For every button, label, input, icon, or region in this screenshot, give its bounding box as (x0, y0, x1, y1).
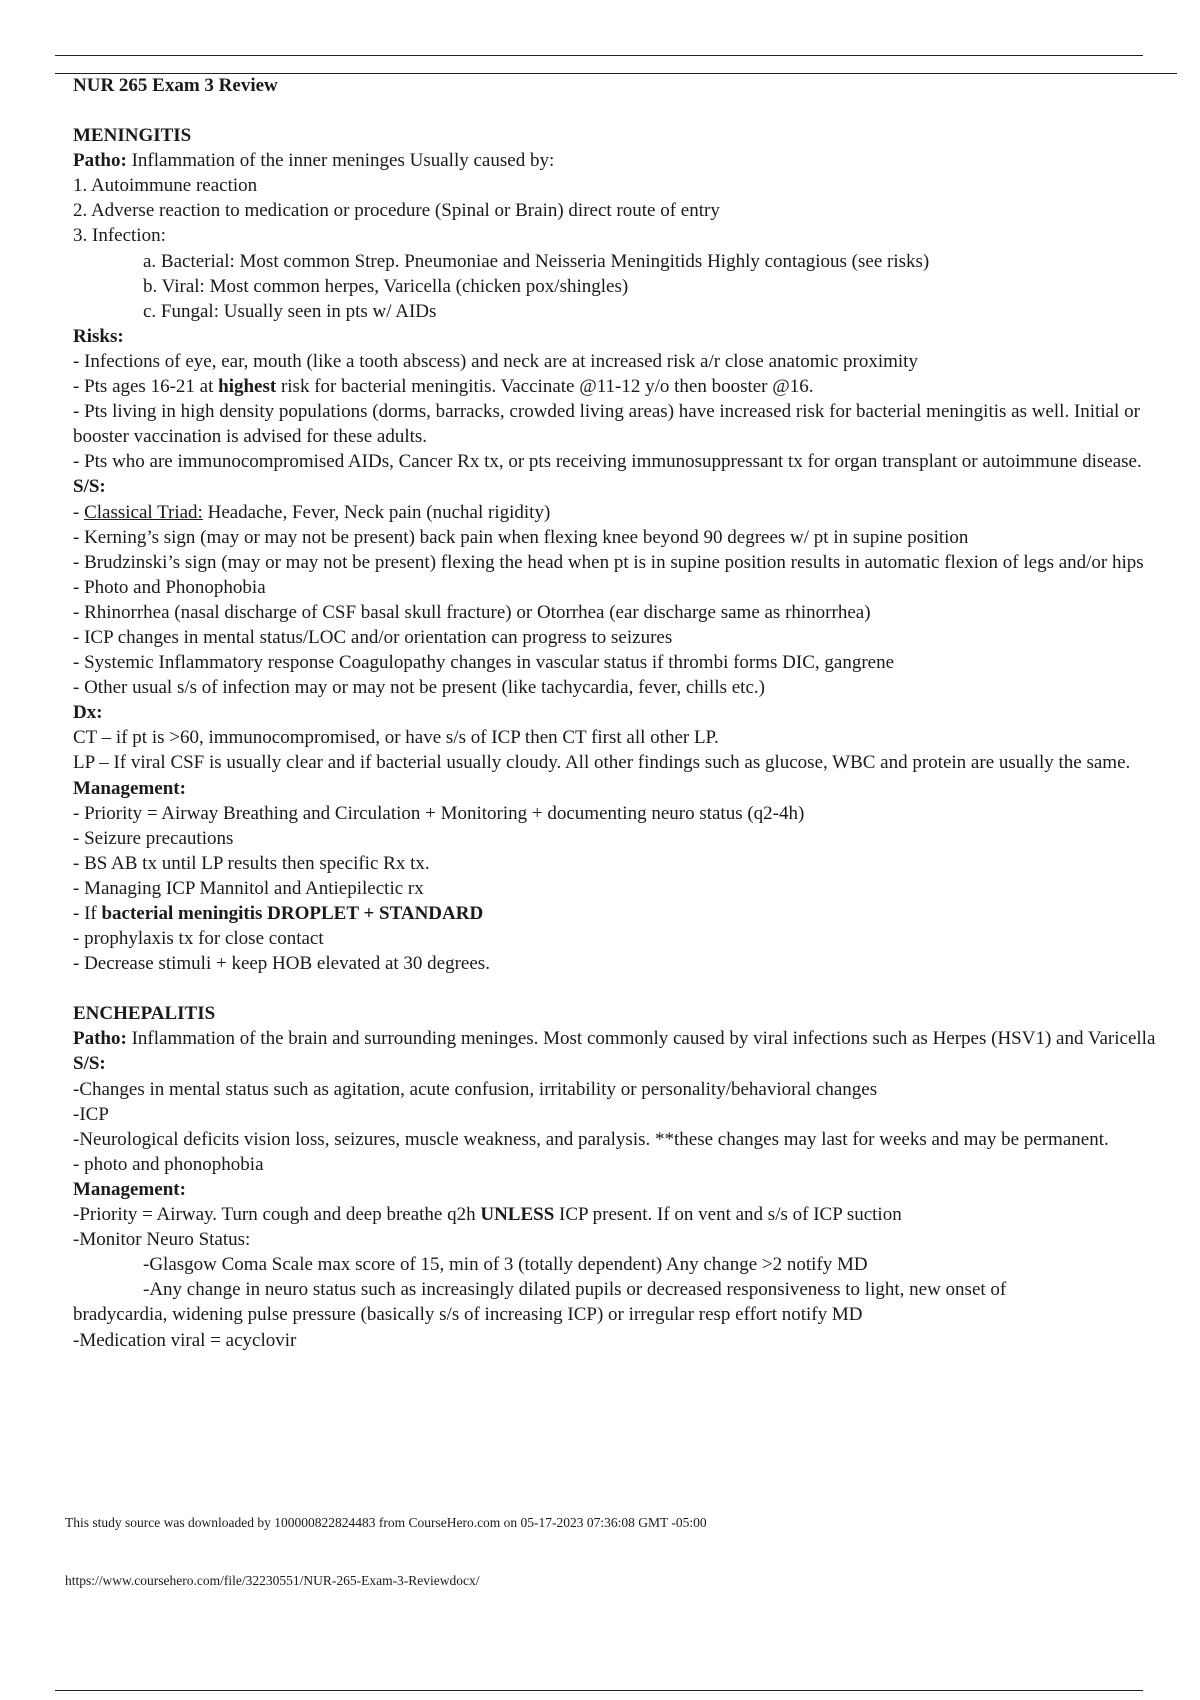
infection-type-item: c. Fungal: Usually seen in pts w/ AIDs (143, 300, 437, 322)
meningitis-heading: MENINGITIS (73, 125, 192, 147)
document-title: NUR 265 Exam 3 Review (73, 75, 278, 96)
management-item: - Managing ICP Mannitol and Antiepilectic rx (73, 877, 424, 899)
infection-type-item: a. Bacterial: Most common Strep. Pneumoniae and Neisseria Meningitids Highly contagious (see risks) (143, 250, 930, 272)
management-text: -Priority = Airway. Turn cough and deep breathe q2h (73, 1204, 481, 1226)
unless-emphasis: UNLESS (480, 1204, 555, 1226)
ss-item: -ICP (73, 1103, 109, 1125)
ss-item: -Neurological deficits vision loss, seizures, muscle weakness, and paralysis. **these changes may last for weeks and may be permanent. (73, 1128, 1109, 1150)
patho-text: Inflammation of the inner meninges Usually caused by: (126, 150, 555, 172)
ss-item (73, 500, 1163, 525)
risk-item: - Infections of eye, ear, mouth (like a tooth abscess) and neck are at increased risk a/r close anatomic proximity (73, 350, 918, 372)
management-item: - BS AB tx until LP results then specific Rx tx. (73, 852, 430, 874)
cause-item: 1. Autoimmune reaction (73, 175, 258, 197)
management-item: -Medication viral = acyclovir (73, 1329, 297, 1351)
ss-text: - (73, 501, 85, 523)
ss-label: S/S: (73, 476, 106, 498)
ss-item: - Other usual s/s of infection may or may not be present (like tachycardia, fever, chills etc.) (73, 677, 765, 699)
management-subitem-continued: bradycardia, widening pulse pressure (basically s/s of increasing ICP) or irregular resp effort notify MD (73, 1304, 863, 1326)
dx-item: LP – If viral CSF is usually clear and if bacterial usually cloudy. All other findings such as glucose, WBC and protein are usually the same. (73, 752, 1131, 774)
ss-item: - photo and phonophobia (73, 1153, 264, 1175)
management-text: - If (73, 903, 102, 924)
patho-label: Patho: (73, 150, 127, 172)
encephalitis-patho (73, 1026, 1163, 1051)
encephalitis-heading: ENCHEPALITIS (73, 1003, 216, 1025)
dx-label: Dx: (73, 702, 103, 724)
management-label: Management: (73, 777, 186, 799)
management-subitem: -Any change in neuro status such as increasingly dilated pupils or decreased responsiveness to light, new onset of (143, 1279, 1007, 1301)
risk-text: risk for bacterial meningitis. Vaccinate @11-12 y/o then booster @16. (276, 376, 814, 398)
source-url-link[interactable]: https://www.coursehero.com/file/32230551/NUR-265-Exam-3-Reviewdocx/ (65, 1573, 480, 1588)
management-item: - prophylaxis tx for close contact (73, 928, 324, 950)
infection-type-item: b. Viral: Most common herpes, Varicella (chicken pox/shingles) (143, 275, 629, 297)
risk-text: - Pts ages 16-21 at (73, 376, 219, 398)
management-item: -Monitor Neuro Status: (73, 1229, 251, 1251)
meningitis-patho (73, 148, 1163, 173)
management-item: - Decrease stimuli + keep HOB elevated at 30 degrees. (73, 953, 490, 975)
management-item (73, 1202, 1163, 1227)
download-source-note: This study source was downloaded by 100000822824483 from CourseHero.com on 05-17-2023 07:36:08 GMT -05:00 (65, 1515, 707, 1530)
ss-label: S/S: (73, 1053, 106, 1075)
risk-emphasis: highest (218, 376, 277, 398)
ss-text: Headache, Fever, Neck pain (nuchal rigidity) (202, 501, 551, 523)
risk-item (73, 374, 1163, 399)
patho-text: Inflammation of the brain and surrounding meninges. Most commonly caused by viral infections such as Herpes (HSV1) and Varicella (126, 1028, 1156, 1050)
risk-item: - Pts living in high density populations (dorms, barracks, crowded living areas) have increased risk for bacterial meningitis as well. Initial or booster vaccination is advised for these adults. (73, 401, 1140, 448)
ss-item: - Kerning’s sign (may or may not be present) back pain when flexing knee beyond 90 degrees w/ pt in supine position (73, 526, 969, 548)
risks-label: Risks: (73, 325, 124, 347)
patho-label: Patho: (73, 1028, 127, 1050)
dx-item: CT – if pt is >60, immunocompromised, or have s/s of ICP then CT first all other LP. (73, 727, 719, 749)
risk-item: - Pts who are immunocompromised AIDs, Cancer Rx tx, or pts receiving immunosuppressant tx for organ transplant or autoimmune disease. (73, 451, 1142, 473)
management-subitem: -Glasgow Coma Scale max score of 15, min of 3 (totally dependent) Any change >2 notify MD (143, 1254, 868, 1276)
ss-item: - ICP changes in mental status/LOC and/or orientation can progress to seizures (73, 626, 673, 648)
management-item: - Seizure precautions (73, 827, 234, 849)
management-text: ICP present. If on vent and s/s of ICP suction (554, 1204, 902, 1226)
cause-item: 3. Infection: (73, 225, 166, 247)
management-label: Management: (73, 1178, 186, 1200)
precautions-emphasis: bacterial meningitis DROPLET + STANDARD (101, 903, 484, 924)
top-rule (55, 55, 1143, 56)
ss-item: - Rhinorrhea (nasal discharge of CSF basal skull fracture) or Otorrhea (ear discharge same as rhinorrhea) (73, 601, 871, 623)
classical-triad-label: Classical Triad: (84, 501, 203, 523)
cause-item: 2. Adverse reaction to medication or procedure (Spinal or Brain) direct route of entry (73, 200, 720, 222)
bottom-rule (55, 1690, 1143, 1691)
spacer (73, 98, 1163, 123)
ss-item: - Systemic Inflammatory response Coagulopathy changes in vascular status if thrombi forms DIC, gangrene (73, 652, 895, 674)
management-item: - Priority = Airway Breathing and Circulation + Monitoring + documenting neuro status (q2-4h) (73, 802, 805, 824)
ss-item: - Brudzinski’s sign (may or may not be present) flexing the head when pt is in supine position results in automatic flexion of legs and/or hips (73, 551, 1144, 573)
management-item (73, 901, 1163, 926)
ss-item: - Photo and Phonophobia (73, 576, 266, 598)
spacer (73, 976, 1163, 1001)
document-body (73, 73, 1163, 1353)
ss-item: -Changes in mental status such as agitation, acute confusion, irritability or personality/behavioral changes (73, 1078, 878, 1100)
